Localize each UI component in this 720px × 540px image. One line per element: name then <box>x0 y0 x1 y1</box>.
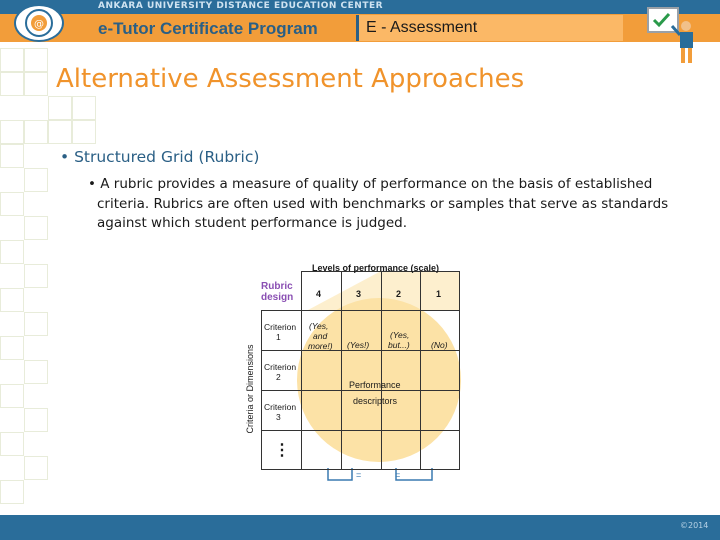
background-grid-square <box>0 48 24 72</box>
descriptor-2-line-2: but...) <box>388 340 410 350</box>
background-grid-square <box>24 408 48 432</box>
background-grid-square <box>72 120 96 144</box>
descriptor-4-line-2: and <box>313 331 328 341</box>
background-grid-square <box>0 480 24 504</box>
rubric-diagram <box>246 258 468 486</box>
descriptor-4-line-3: more!) <box>308 341 333 351</box>
slide-title: Alternative Assessment Approaches <box>56 64 525 94</box>
footer-copyright: ©2014 <box>680 521 709 530</box>
organization-name: ANKARA UNIVERSITY DISTANCE EDUCATION CENTER <box>98 1 384 11</box>
background-grid-square <box>72 96 96 120</box>
descriptor-1: (No) <box>431 340 448 350</box>
criterion-3-number: 3 <box>276 412 281 422</box>
criterion-2-number: 2 <box>276 372 281 382</box>
teacher-whiteboard-icon <box>642 4 702 66</box>
background-grid-square <box>0 384 24 408</box>
background-grid-square <box>0 288 24 312</box>
level-2: 2 <box>396 289 402 299</box>
background-grid-square <box>24 120 48 144</box>
bracket-equals-2: = <box>395 470 401 480</box>
background-grid-square <box>24 456 48 480</box>
background-grid-square <box>0 192 24 216</box>
background-grid-square <box>0 144 24 168</box>
criterion-2-label: Criterion <box>264 362 297 372</box>
program-title: e-Tutor Certificate Program <box>98 19 318 38</box>
descriptor-3: (Yes!) <box>347 340 370 350</box>
background-grid-square <box>0 240 24 264</box>
bracket-equals-1: = <box>356 470 362 480</box>
background-grid-square <box>24 360 48 384</box>
background-grid-square <box>0 336 24 360</box>
descriptor-4-line-1: (Yes, <box>309 321 329 331</box>
performance-descriptors-label-1: Performance <box>349 380 401 390</box>
background-grid-square <box>24 312 48 336</box>
background-grid-square <box>0 120 24 144</box>
more-criteria-ellipsis: ⋮ <box>274 442 290 459</box>
criterion-3-label: Criterion <box>264 402 297 412</box>
background-grid-square <box>48 120 72 144</box>
rubric-design-label-1: Rubric <box>261 281 293 292</box>
levels-of-performance-label: Levels of performance (scale) <box>312 263 440 273</box>
criterion-1-number: 1 <box>276 332 281 342</box>
level-1: 1 <box>436 289 442 299</box>
level-4: 4 <box>316 289 322 299</box>
background-grid-square <box>48 96 72 120</box>
footer-bar <box>0 515 720 540</box>
background-grid-square <box>24 72 48 96</box>
background-grid-square <box>0 432 24 456</box>
background-grid-square <box>0 72 24 96</box>
level-3: 3 <box>356 289 362 299</box>
criterion-1-label: Criterion <box>264 322 297 332</box>
descriptor-2-line-1: (Yes, <box>390 330 410 340</box>
svg-text:@: @ <box>34 19 44 30</box>
criteria-side-label: Criteria or Dimensions <box>245 344 255 434</box>
section-tab-label: E - Assessment <box>366 19 478 36</box>
bullet-rubric-description <box>88 175 678 234</box>
performance-descriptors-label-2: descriptors <box>353 396 398 406</box>
background-grid-square <box>24 216 48 240</box>
rubric-design-label-2: design <box>261 292 294 303</box>
background-grid-square <box>24 48 48 72</box>
background-grid-square <box>24 168 48 192</box>
university-logo-icon <box>14 4 64 42</box>
background-grid-square <box>24 264 48 288</box>
bullet-structured-grid: • Structured Grid (Rubric) <box>60 148 260 166</box>
bullet-rubric-text: • A rubric provides a measure of quality of performance on the basis of established criteria. Rubrics are often used with benchmarks or samples that serve as standards against which student performance is judged. <box>88 176 669 231</box>
